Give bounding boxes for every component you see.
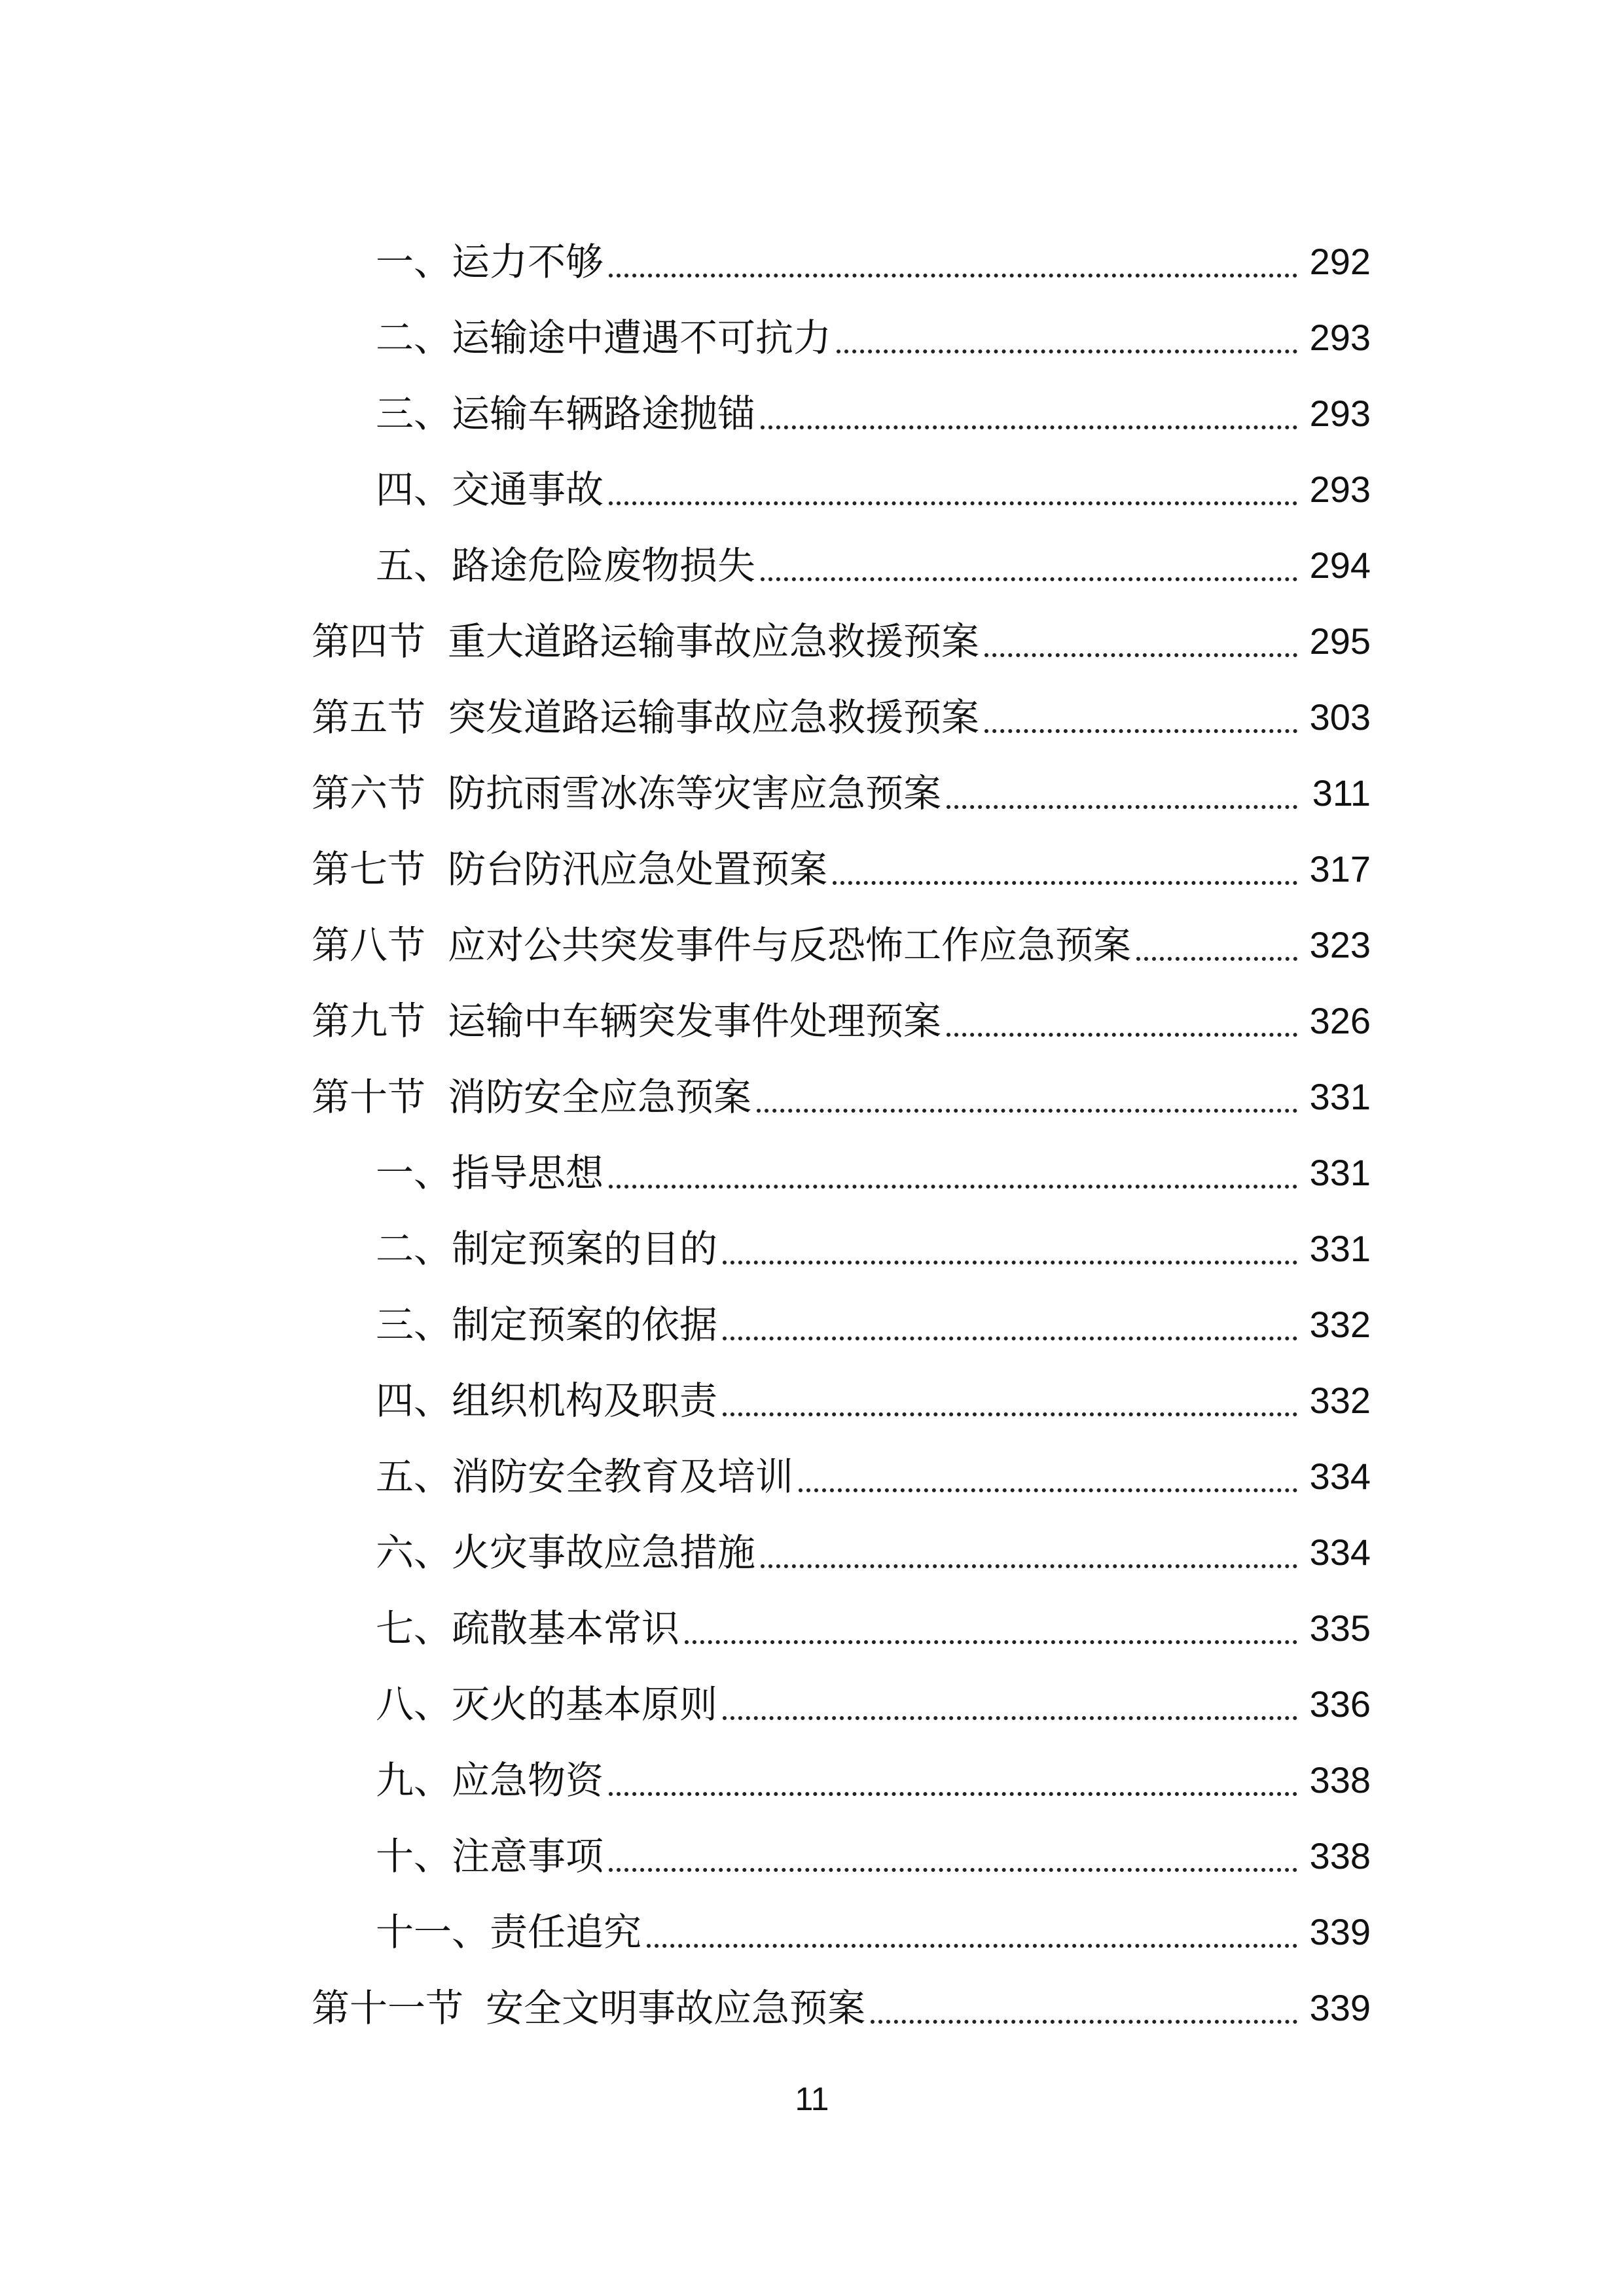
toc-entry-page: 292 bbox=[1309, 241, 1371, 282]
toc-entry-text: 防抗雨雪冰冻等灾害应急预案 bbox=[448, 771, 942, 816]
toc-entry-prefix: 第四节 bbox=[312, 619, 426, 664]
toc-entry-page: 323 bbox=[1309, 924, 1371, 965]
toc-entry-text: 责任追究 bbox=[490, 1910, 642, 1954]
toc-entry-text: 应急物资 bbox=[452, 1758, 604, 1803]
toc-entry-title bbox=[376, 1224, 717, 1274]
toc-entry-title bbox=[376, 313, 831, 363]
toc-entry-title bbox=[312, 1072, 751, 1122]
toc-entry-page: 338 bbox=[1309, 1759, 1371, 1801]
toc-entry-prefix: 第七节 bbox=[312, 847, 426, 891]
toc-dot-leader bbox=[947, 1033, 1297, 1037]
toc-entry-prefix: 第六节 bbox=[312, 771, 426, 816]
toc-entry-prefix: 二、 bbox=[376, 1227, 452, 1271]
toc-entry-text: 路途危险废物损失 bbox=[452, 543, 756, 588]
toc-dot-leader bbox=[761, 425, 1297, 429]
toc-dot-leader bbox=[799, 1488, 1297, 1492]
toc-entry[interactable] bbox=[312, 439, 1371, 514]
toc-entry-prefix: 一、 bbox=[376, 240, 452, 284]
page-number: 11 bbox=[795, 2081, 829, 2117]
toc-entry[interactable] bbox=[312, 1198, 1371, 1274]
toc-entry-prefix: 一、 bbox=[376, 1151, 452, 1195]
toc-entry[interactable] bbox=[312, 970, 1371, 1046]
toc-entry-page: 339 bbox=[1309, 1911, 1371, 1952]
toc-entry-prefix: 二、 bbox=[376, 315, 452, 360]
toc-entry-prefix: 七、 bbox=[376, 1606, 452, 1651]
toc-entry[interactable] bbox=[312, 1426, 1371, 1501]
toc-entry[interactable] bbox=[312, 514, 1371, 590]
toc-dot-leader bbox=[609, 274, 1297, 278]
toc-dot-leader bbox=[947, 805, 1297, 809]
toc-entry-title bbox=[376, 1907, 641, 1957]
toc-entry[interactable] bbox=[312, 1350, 1371, 1426]
toc-entry-page: 334 bbox=[1309, 1456, 1371, 1497]
toc-dot-leader bbox=[1136, 957, 1297, 961]
toc-entry[interactable] bbox=[312, 1957, 1371, 2033]
toc-entry-page: 295 bbox=[1309, 620, 1371, 662]
toc-entry[interactable] bbox=[312, 211, 1371, 287]
toc-entry-prefix: 九、 bbox=[376, 1758, 452, 1803]
toc-entry-prefix: 五、 bbox=[376, 543, 452, 588]
toc-entry-title bbox=[376, 465, 604, 514]
toc-entry[interactable] bbox=[312, 590, 1371, 666]
toc-entry[interactable] bbox=[312, 742, 1371, 818]
toc-entry[interactable] bbox=[312, 666, 1371, 742]
toc-dot-leader bbox=[647, 1944, 1297, 1948]
toc-entry-text: 消防安全教育及培训 bbox=[452, 1454, 794, 1499]
toc-entry-title bbox=[376, 541, 755, 590]
toc-entry[interactable] bbox=[312, 287, 1371, 363]
toc-entry[interactable] bbox=[312, 1501, 1371, 1577]
toc-entry-prefix: 第五节 bbox=[312, 695, 426, 740]
toc-dot-leader bbox=[833, 881, 1297, 885]
toc-dot-leader bbox=[609, 1185, 1297, 1189]
toc-entry-page: 293 bbox=[1309, 469, 1371, 510]
toc-entry-page: 339 bbox=[1309, 1987, 1371, 2028]
toc-entry-text: 注意事项 bbox=[452, 1834, 604, 1878]
toc-entry-title bbox=[312, 1983, 865, 2033]
toc-entry-title bbox=[312, 920, 1131, 970]
toc-entry-title bbox=[376, 1376, 717, 1426]
toc-entry-prefix: 十、 bbox=[376, 1834, 452, 1878]
toc-entry[interactable] bbox=[312, 1046, 1371, 1122]
toc-entry-text: 突发道路运输事故应急救援预案 bbox=[448, 695, 980, 740]
toc-dot-leader bbox=[984, 653, 1297, 657]
toc-entry-title bbox=[376, 1604, 679, 1653]
toc-entry-title bbox=[376, 389, 755, 439]
toc-dot-leader bbox=[871, 2020, 1297, 2024]
toc-entry-prefix: 十一、 bbox=[376, 1910, 490, 1954]
toc-entry-prefix: 第十一节 bbox=[312, 1986, 464, 2030]
toc-entry[interactable] bbox=[312, 1653, 1371, 1729]
toc-entry-page: 293 bbox=[1309, 393, 1371, 434]
toc-entry-page: 331 bbox=[1309, 1228, 1371, 1269]
toc-entry[interactable] bbox=[312, 1729, 1371, 1805]
toc-dot-leader bbox=[609, 1792, 1297, 1796]
toc-entry-page: 317 bbox=[1309, 848, 1371, 889]
toc-entry-title bbox=[376, 237, 604, 287]
toc-entry-prefix: 三、 bbox=[376, 391, 452, 436]
toc-entry-text: 指导思想 bbox=[452, 1151, 604, 1195]
toc-entry[interactable] bbox=[312, 1881, 1371, 1957]
toc-entry-page: 311 bbox=[1312, 772, 1371, 814]
toc-entry-page: 332 bbox=[1309, 1304, 1371, 1345]
toc-entry-text: 应对公共突发事件与反恐怖工作应急预案 bbox=[448, 923, 1132, 967]
toc-entry-text: 运输途中遭遇不可抗力 bbox=[452, 315, 832, 360]
toc-entry-page: 293 bbox=[1309, 317, 1371, 358]
toc-entry-page: 335 bbox=[1309, 1607, 1371, 1649]
toc-entry-title bbox=[312, 996, 941, 1046]
toc-entry-title bbox=[376, 1679, 717, 1729]
toc-entry-prefix: 第八节 bbox=[312, 923, 426, 967]
toc-entry-prefix: 第十节 bbox=[312, 1075, 426, 1119]
toc-dot-leader bbox=[609, 501, 1297, 505]
toc-dot-leader bbox=[757, 1109, 1297, 1113]
toc-entry-page: 332 bbox=[1309, 1380, 1371, 1421]
toc-dot-leader bbox=[723, 1716, 1297, 1720]
toc-entry-title bbox=[376, 1148, 604, 1198]
toc-dot-leader bbox=[837, 350, 1297, 353]
toc-entry[interactable] bbox=[312, 363, 1371, 439]
toc-entry-text: 运输中车辆突发事件处理预案 bbox=[448, 999, 942, 1043]
toc-entry-text: 灭火的基本原则 bbox=[452, 1682, 718, 1727]
toc-entry-prefix: 三、 bbox=[376, 1302, 452, 1347]
toc-entry-text: 制定预案的依据 bbox=[452, 1302, 718, 1347]
toc-dot-leader bbox=[984, 729, 1297, 733]
toc-dot-leader bbox=[609, 1868, 1297, 1872]
toc-entry-title bbox=[376, 1452, 793, 1501]
table-of-contents bbox=[312, 211, 1371, 2033]
toc-entry-title bbox=[312, 844, 827, 894]
toc-entry[interactable] bbox=[312, 1805, 1371, 1881]
toc-entry-text: 制定预案的目的 bbox=[452, 1227, 718, 1271]
toc-dot-leader bbox=[761, 577, 1297, 581]
toc-entry-title bbox=[312, 617, 979, 666]
toc-entry-page: 331 bbox=[1309, 1152, 1371, 1193]
toc-entry-text: 运力不够 bbox=[452, 240, 604, 284]
toc-entry-page: 334 bbox=[1309, 1532, 1371, 1573]
toc-dot-leader bbox=[723, 1412, 1297, 1416]
toc-entry-prefix: 五、 bbox=[376, 1454, 452, 1499]
toc-entry-title bbox=[312, 692, 979, 742]
toc-entry-page: 336 bbox=[1309, 1683, 1371, 1725]
toc-entry-text: 组织机构及职责 bbox=[452, 1378, 718, 1423]
toc-entry-title bbox=[312, 768, 941, 818]
toc-dot-leader bbox=[723, 1336, 1297, 1340]
toc-entry-prefix: 四、 bbox=[376, 1378, 452, 1423]
toc-entry-page: 338 bbox=[1309, 1835, 1371, 1876]
toc-dot-leader bbox=[761, 1564, 1297, 1568]
toc-entry[interactable] bbox=[312, 818, 1371, 894]
toc-dot-leader bbox=[723, 1261, 1297, 1265]
toc-entry-text: 重大道路运输事故应急救援预案 bbox=[448, 619, 980, 664]
toc-entry[interactable] bbox=[312, 1274, 1371, 1350]
toc-entry-text: 运输车辆路途抛锚 bbox=[452, 391, 756, 436]
toc-entry-text: 疏散基本常识 bbox=[452, 1606, 680, 1651]
toc-entry-page: 331 bbox=[1309, 1076, 1371, 1117]
toc-entry-page: 294 bbox=[1309, 545, 1371, 586]
toc-entry-page: 303 bbox=[1309, 696, 1371, 738]
toc-entry-prefix: 六、 bbox=[376, 1530, 452, 1575]
toc-entry-title bbox=[376, 1755, 604, 1805]
toc-entry-text: 安全文明事故应急预案 bbox=[486, 1986, 866, 2030]
toc-entry-page: 326 bbox=[1309, 1000, 1371, 1041]
toc-entry-title bbox=[376, 1831, 604, 1881]
toc-entry-prefix: 四、 bbox=[376, 467, 452, 512]
toc-entry[interactable] bbox=[312, 1577, 1371, 1653]
toc-entry-title bbox=[376, 1528, 755, 1577]
toc-entry-prefix: 第九节 bbox=[312, 999, 426, 1043]
toc-entry-title bbox=[376, 1300, 717, 1350]
toc-entry-text: 防台防汛应急处置预案 bbox=[448, 847, 828, 891]
toc-entry[interactable] bbox=[312, 894, 1371, 970]
toc-entry-text: 交通事故 bbox=[452, 467, 604, 512]
toc-entry[interactable] bbox=[312, 1122, 1371, 1198]
toc-dot-leader bbox=[685, 1640, 1297, 1644]
toc-entry-text: 火灾事故应急措施 bbox=[452, 1530, 756, 1575]
toc-entry-prefix: 八、 bbox=[376, 1682, 452, 1727]
toc-entry-text: 消防安全应急预案 bbox=[448, 1075, 752, 1119]
